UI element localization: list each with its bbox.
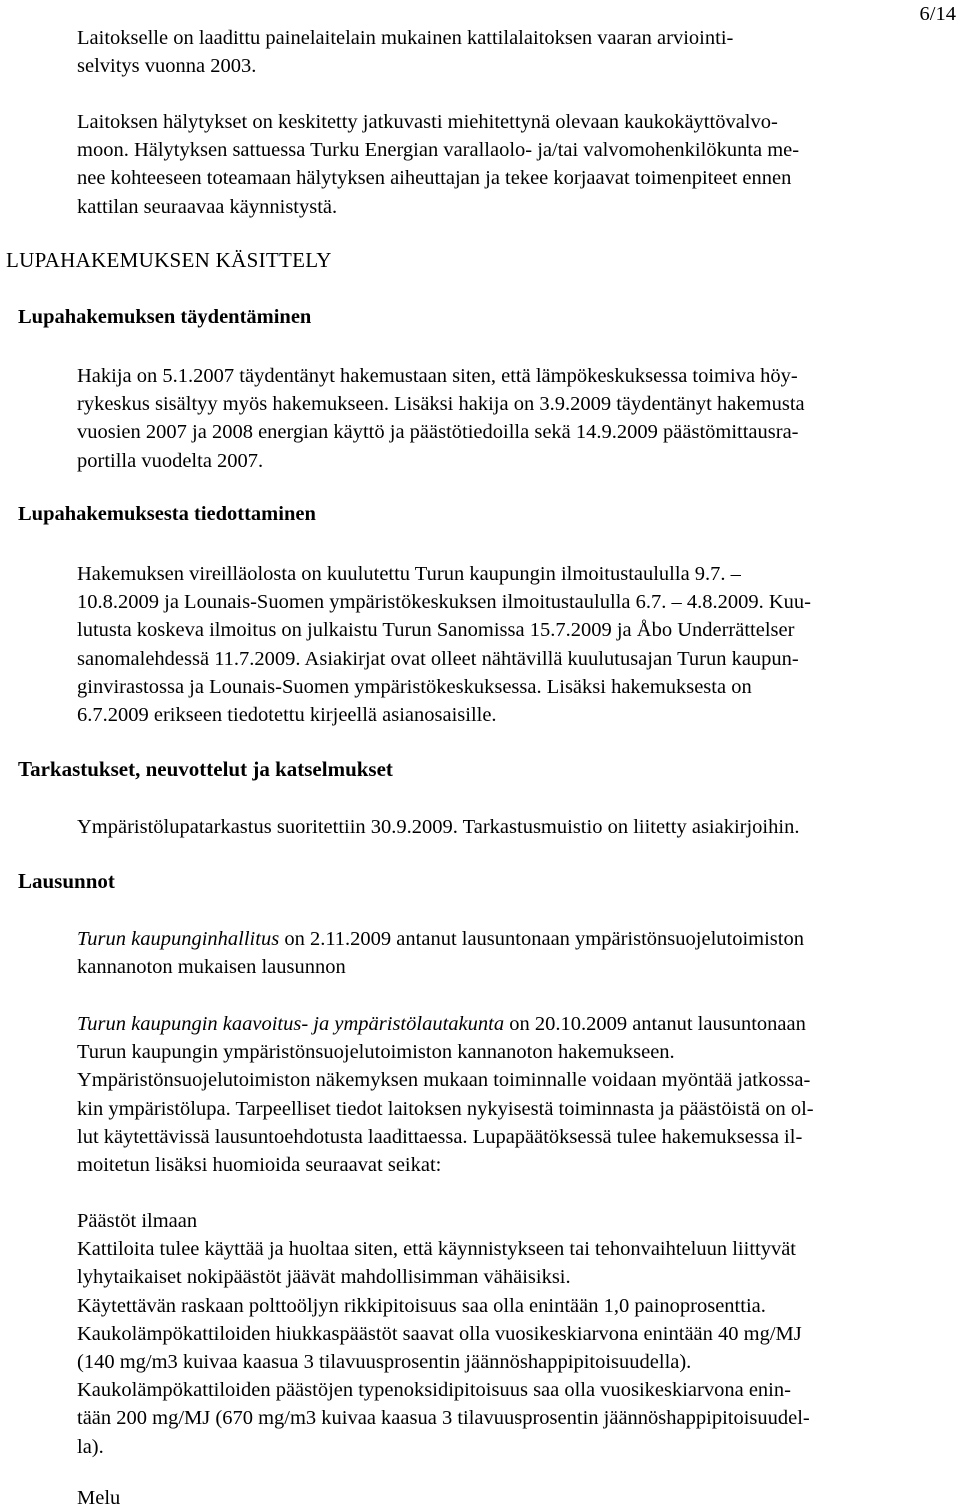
text-line: rykeskus sisältyy myös hakemukseen. Lisäksi hakija on 3.9.2009 täydentänyt hakemusta (77, 393, 805, 416)
statement-1 (77, 925, 957, 981)
intro-paragraph-1 (77, 24, 957, 80)
text-line: Kaukolämpökattiloiden hiukkaspäästöt saavat olla vuosikeskiarvona enintään 40 mg/MJ (77, 1322, 802, 1345)
text-line: Melu (77, 1487, 121, 1509)
text-line: tään 200 mg/MJ (670 mg/m3 kuivaa kaasua 3 tilavuusprosentin jäännöshappipitoisuudel- (77, 1407, 810, 1430)
supplement-paragraph (77, 362, 957, 475)
text-line: moon. Hälytyksen sattuessa Turku Energian varallaolo- ja/tai valvomohenkilökunta me- (77, 139, 800, 162)
text-line: kin ympäristölupa. Tarpeelliset tiedot laitoksen nykyisestä toiminnasta ja päästöistä on ol- (77, 1097, 814, 1120)
text-line: Laitokselle on laadittu painelaitelain mukainen kattilalaitoksen vaaran arviointi- (77, 27, 734, 49)
text-line: Laitoksen hälytykset on keskitetty jatkuvasti miehitettynä olevaan kaukokäyttövalvo- (77, 111, 778, 133)
section-heading-inspections: Tarkastukset, neuvottelut ja katselmukset (18, 757, 393, 781)
notification-paragraph (77, 560, 957, 729)
statement-2 (77, 1010, 957, 1179)
text-line: lutusta koskeva ilmoitus on julkaistu Turun Sanomissa 15.7.2009 ja Åbo Underrättelser (77, 619, 795, 642)
text-line: kattilan seuraavaa käynnistystä. (77, 195, 338, 218)
text-line: 6.7.2009 erikseen tiedotettu kirjeellä asianosaisille. (77, 704, 497, 727)
section-heading-supplement: Lupahakemuksen täydentäminen (18, 306, 312, 328)
section-heading-statements: Lausunnot (18, 869, 115, 893)
text-line: lyhytaikaiset nokipäästöt jäävät mahdollisimman vähäisiksi. (77, 1266, 571, 1289)
page-number: 6/14 (919, 3, 956, 25)
text-line: Käytettävän raskaan polttoöljyn rikkipitoisuus saa olla enintään 1,0 painoprosenttia. (77, 1294, 766, 1317)
text-line (77, 1010, 957, 1038)
text-line: portilla vuodelta 2007. (77, 449, 264, 472)
inspections-paragraph (77, 813, 957, 841)
statement-1-author: Turun kaupunginhallitus (77, 928, 280, 950)
main-heading: LUPAHAKEMUKSEN KÄSITTELY (6, 248, 332, 272)
text-line: la). (77, 1435, 104, 1458)
statement-1-text: on 2.11.2009 antanut lausuntonaan ympäristönsuojelutoimiston (279, 928, 804, 950)
air-emissions-section (77, 1207, 957, 1461)
text-line: vuosien 2007 ja 2008 energian käyttö ja päästötiedoilla sekä 14.9.2009 päästömittausra- (77, 421, 799, 444)
text-line (77, 925, 957, 953)
text-line: Ympäristölupatarkastus suoritettiin 30.9.2009. Tarkastusmuistio on liitetty asiakirjoihin. (77, 816, 800, 838)
text-line: Kattiloita tulee käyttää ja huoltaa siten, että käynnistykseen tai tehonvaihteluun liittyvät (77, 1238, 797, 1261)
text-line: selvitys vuonna 2003. (77, 55, 257, 78)
statement-2-text: on 20.10.2009 antanut lausuntonaan (504, 1013, 806, 1035)
noise-subheading (77, 1484, 957, 1512)
text-line: 10.8.2009 ja Lounais-Suomen ympäristökeskuksen ilmoitustaululla 6.7. – 4.8.2009. Kuu- (77, 591, 811, 614)
text-line: Ympäristönsuojelutoimiston näkemyksen mukaan toiminnalle voidaan myöntää jatkossa- (77, 1069, 811, 1092)
text-line: Kaukolämpökattiloiden päästöjen typenoksidipitoisuus saa olla vuosikeskiarvona enin- (77, 1379, 791, 1402)
text-line: sanomalehdessä 11.7.2009. Asiakirjat ovat olleet nähtävillä kuulutusajan Turun kaupun- (77, 647, 799, 670)
text-line: Turun kaupungin ympäristönsuojelutoimiston kannanoton hakemukseen. (77, 1041, 675, 1064)
text-line: kannanoton mukaisen lausunnon (77, 956, 346, 979)
statement-2-author: Turun kaupungin kaavoitus- ja ympäristölautakunta (77, 1013, 505, 1035)
text-line: Hakija on 5.1.2007 täydentänyt hakemustaan siten, että lämpökeskuksessa toimiva höy- (77, 365, 798, 387)
air-emissions-subheading: Päästöt ilmaan (77, 1210, 198, 1232)
text-line: (140 mg/m3 kuivaa kaasua 3 tilavuusprosentin jäännöshappipitoisuudella). (77, 1351, 692, 1374)
text-line: nee kohteeseen toteamaan hälytyksen aiheuttajan ja tekee korjaavat toimenpiteet ennen (77, 167, 792, 190)
text-line: ginvirastossa ja Lounais-Suomen ympäristökeskuksessa. Lisäksi hakemuksesta on (77, 675, 752, 698)
text-line: Hakemuksen vireilläolosta on kuulutettu Turun kaupungin ilmoitustaululla 9.7. – (77, 563, 741, 585)
text-line: moitetun lisäksi huomioida seuraavat seikat: (77, 1154, 442, 1177)
text-line: lut käytettävissä lausuntoehdotusta laadittaessa. Lupapäätöksessä tulee hakemuksessa il- (77, 1125, 803, 1148)
intro-paragraph-2 (77, 108, 957, 221)
section-heading-notification: Lupahakemuksesta tiedottaminen (18, 503, 316, 525)
